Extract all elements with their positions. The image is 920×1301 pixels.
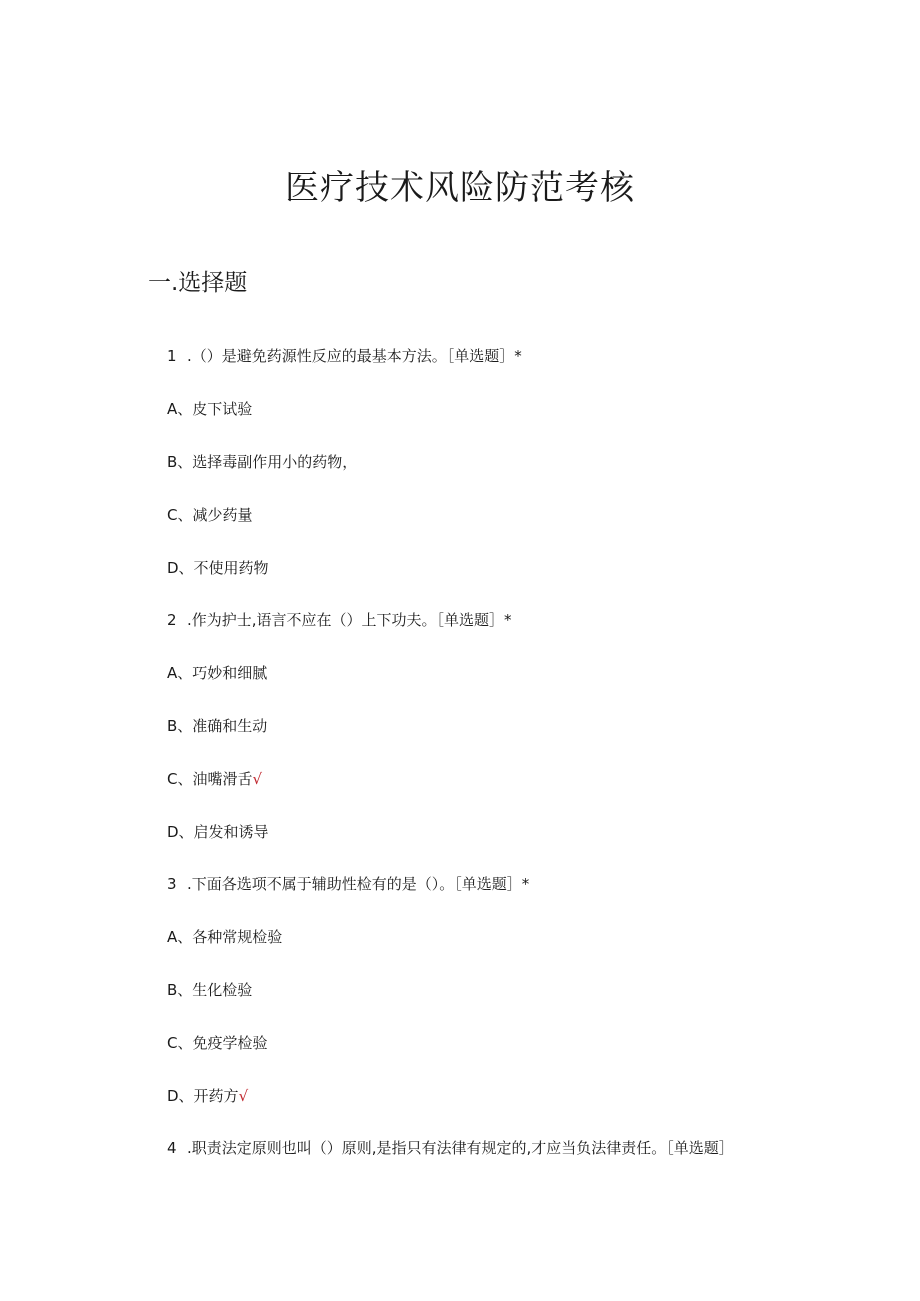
question-number: 2 xyxy=(167,611,177,629)
option-2c[interactable] xyxy=(167,768,262,790)
option-3a[interactable] xyxy=(167,926,282,948)
option-label: A、各种常规检验 xyxy=(167,928,283,946)
question-text: .下面各选项不属于辅助性检有的是（）。［单选题］* xyxy=(187,875,530,893)
option-3b[interactable] xyxy=(167,979,252,1001)
question-1 xyxy=(167,345,522,367)
page-title: 医疗技术风险防范考核 xyxy=(285,168,635,208)
option-2a[interactable] xyxy=(167,662,267,684)
option-label: C、油嘴滑舌 xyxy=(167,770,253,788)
question-3 xyxy=(167,873,529,895)
correct-check-icon: √ xyxy=(238,1087,249,1105)
option-label: B、准确和生动 xyxy=(167,717,268,735)
option-label: C、减少药量 xyxy=(167,506,253,524)
question-number: 3 xyxy=(167,875,177,893)
question-number: 4 xyxy=(167,1139,177,1157)
option-label: D、不使用药物 xyxy=(167,559,269,577)
option-3c[interactable] xyxy=(167,1032,267,1054)
option-label: A、巧妙和细腻 xyxy=(167,664,268,682)
option-1a[interactable] xyxy=(167,398,252,420)
question-number: 1 xyxy=(167,347,177,365)
option-label: D、开药方 xyxy=(167,1087,239,1105)
section-heading: 一.选择题 xyxy=(148,270,248,296)
correct-check-icon: √ xyxy=(252,770,263,788)
option-1b[interactable] xyxy=(167,451,357,473)
option-3d[interactable] xyxy=(167,1085,248,1107)
option-label: D、启发和诱导 xyxy=(167,823,269,841)
question-text: .（）是避免药源性反应的最基本方法。［单选题］* xyxy=(187,347,522,365)
question-4 xyxy=(167,1137,734,1159)
option-1c[interactable] xyxy=(167,504,252,526)
option-label: C、免疫学检验 xyxy=(167,1034,268,1052)
option-label: B、选择毒副作用小的药物， xyxy=(167,453,358,471)
option-2d[interactable] xyxy=(167,821,269,843)
option-2b[interactable] xyxy=(167,715,267,737)
question-text: .作为护士,语言不应在（）上下功夫。［单选题］* xyxy=(187,611,512,629)
option-label: B、生化检验 xyxy=(167,981,253,999)
option-label: A、皮下试验 xyxy=(167,400,253,418)
question-text: .职责法定原则也叫（）原则,是指只有法律有规定的,才应当负法律责任。［单选题］ xyxy=(187,1139,734,1157)
question-2 xyxy=(167,609,512,631)
option-1d[interactable] xyxy=(167,557,269,579)
